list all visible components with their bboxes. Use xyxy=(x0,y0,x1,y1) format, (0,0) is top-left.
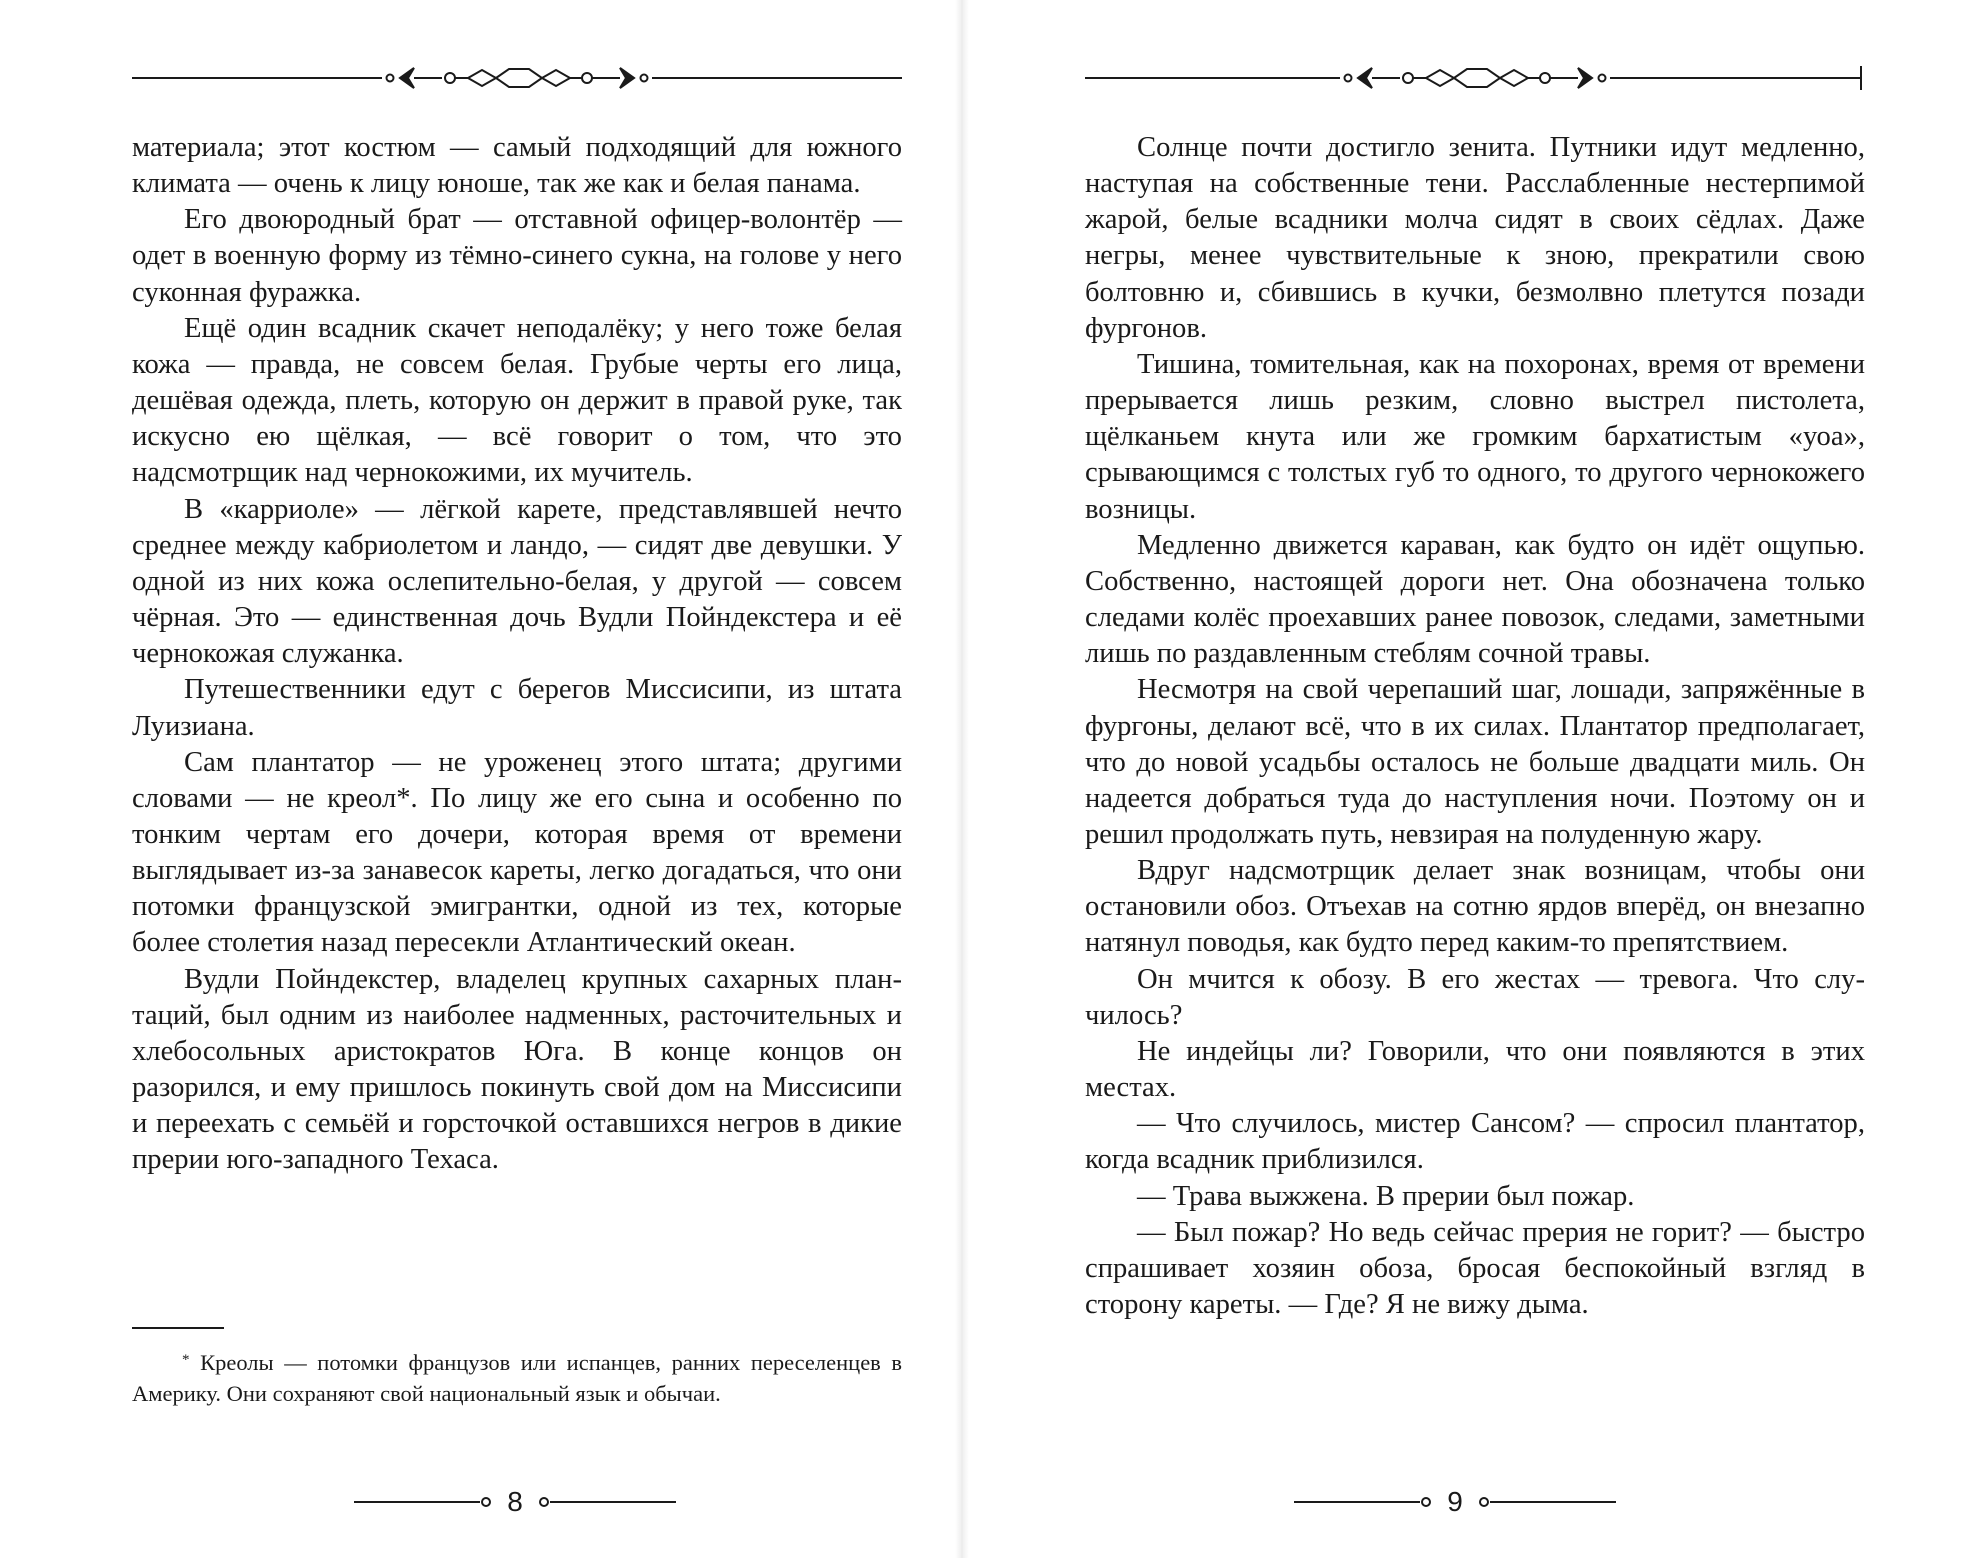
page-number-footer xyxy=(350,1482,680,1522)
paragraph: Вудли Пойндекстер, владелец крупных сахарных плантаций, был одним из наиболее надменных, расточительных и хлебосольных аристократов Юга. В конце концов он разорился, и ему пришлось покинуть свой дом на Миссисипи и переехать с семьёй и горсточкой оставшихся негров в дикие прерии юго-западного Техаса. xyxy=(132,963,902,1176)
paragraph: Сам плантатор — не уроженец этого штата; другими словами — не креол*. По лицу же его сына и особенно по тонким чертам его дочери, которая время от времени выглядывает из-за занавесок кареты, легко догадаться, что они потомки французской эмигрантки, одной из тех, которые более столетия назад пересекли Атлантический океан. xyxy=(132,746,902,959)
paragraph: Он мчится к обозу. В его жестах — тревога. Что случилось? xyxy=(1085,963,1865,1031)
ornament-rule-icon xyxy=(132,56,902,100)
footnote-marker: * xyxy=(182,1352,190,1368)
paragraph: Несмотря на свой черепаший шаг, лошади, запряжённые в фургоны, делают всё, что в их силах. Плантатор предполагает, что до новой усадьбы осталось не больше двадцати миль. Он надеется добраться туда до наступления ночи. Поэтому он и решил продолжать путь, невзирая на полуденную жару. xyxy=(1085,674,1865,850)
paragraph: материала; этот костюм — самый подходящий для южного климата — очень к лицу юноше, так же как и белая панама. xyxy=(132,132,902,200)
page-number-footer xyxy=(1290,1482,1620,1522)
footnote-text: * Креолы — потомки французов или испанцев, ранних переселенцев в Америку. Они сохраняют свой национальный язык и обычаи. xyxy=(132,1350,903,1406)
paragraph: Вдруг надсмотрщик делает знак возницам, чтобы они остановили обоз. Отъехав на сотню ярдов вперёд, он внезапно натянул поводья, как будто перед каким-то препятствием. xyxy=(1085,855,1866,959)
body-text xyxy=(132,130,902,1179)
body-text xyxy=(1085,130,1865,1323)
paragraph: — Трава выжжена. В прерии был пожар. xyxy=(1137,1180,1635,1212)
paragraph: Медленно движется караван, как будто он идёт ощупью. Собственно, настоящей дороги нет. Она обозначена только следами колёс проехавших ранее повозок, следами, заметными лишь по раздавленным стеблям сочной травы. xyxy=(1085,529,1865,670)
footnote-rule xyxy=(132,1327,224,1329)
paragraph: — Что случилось, мистер Сансом? — спросил плантатор, когда всадник приблизился. xyxy=(1085,1108,1865,1176)
paragraph: Ещё один всадник скачет неподалёку; у него тоже белая кожа — правда, не совсем белая. Грубые черты его лица, дешёвая одежда, плеть, которую он держит в правой руке, так искусно ею щёлкая, — всё говорит о том, что это надсмотрщик над чернокожими, их мучитель. xyxy=(132,312,902,489)
paragraph: Не индейцы ли? Говорили, что они появляются в этих местах. xyxy=(1085,1035,1865,1104)
paragraph: — Был пожар? Но ведь сейчас прерия не горит? — быстро спрашивает хозяин обоза, бросая беспокойный взгляд в сторону кареты. — Где? Я не вижу дыма. xyxy=(1085,1216,1865,1320)
paragraph: Его двоюродный брат — отставной офицер-волонтёр — одет в военную форму из тёмно-синего сукна, на голове у него суконная фуражка. xyxy=(132,204,902,308)
paragraph: Тишина, томительная, как на похоронах, время от времени прерывается лишь резким, словно выстрел пистолета, щёлканьем кнута или же громким бархатистым «уоа», срывающимся с толстых губ то одного, то другого чернокожего возницы. xyxy=(1085,348,1865,525)
header-ornament xyxy=(1085,56,1865,100)
header-ornament xyxy=(132,56,902,100)
page-number: 9 xyxy=(1447,1486,1463,1517)
ornament-rule-icon xyxy=(1085,56,1865,100)
paragraph: Путешественники едут с берегов Миссисипи, из штата Луизиана. xyxy=(132,674,902,742)
footnote xyxy=(132,1345,902,1409)
left-page xyxy=(0,0,960,1558)
paragraph: В «карриоле» — лёгкой карете, представлявшей нечто среднее между кабриолетом и ландо, — сидят две девушки. У одной из них кожа ослепительно-белая, у другой — совсем чёрная. Это — единственная дочь Вудли Пойндекстера и её чернокожая служанка. xyxy=(132,493,902,670)
right-page xyxy=(960,0,1972,1558)
page-number: 8 xyxy=(507,1486,523,1517)
paragraph: Солнце почти достигло зенита. Путники идут медленно, наступая на собственные тени. Расслабленные нестерпимой жарой, белые всадники молча сидят в своих сёдлах. Даже негры, менее чувствительные к зною, прекратили свою болтовню и, сбившись в кучки, безмолвно плетутся позади фургонов. xyxy=(1085,132,1865,344)
